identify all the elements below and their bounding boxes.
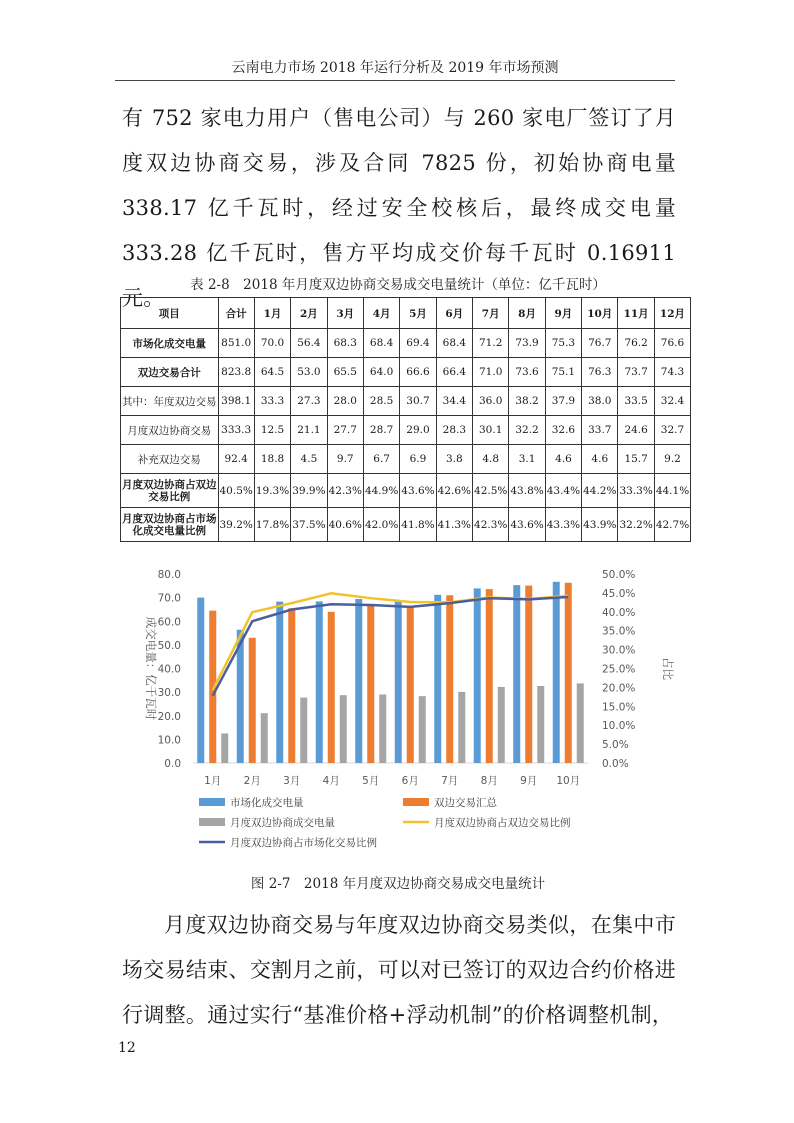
bar-3 <box>261 713 268 763</box>
table-cell: 42.3% <box>327 474 363 508</box>
bar-1 <box>316 601 323 763</box>
legend-swatch <box>199 818 225 826</box>
table-cell: 24.6 <box>618 416 654 445</box>
table-cell: 4.5 <box>291 445 327 474</box>
table-cell: 42.0% <box>363 508 399 542</box>
x-tick-label: 1月 <box>204 775 222 787</box>
y2-tick-label: 40.0% <box>602 606 636 619</box>
header-cell: 4月 <box>363 298 399 329</box>
header-cell: 5月 <box>400 298 436 329</box>
table-cell: 32.6 <box>545 416 581 445</box>
table-cell: 32.7 <box>654 416 690 445</box>
table-cell: 33.5 <box>618 387 654 416</box>
x-tick-label: 4月 <box>322 775 340 787</box>
legend-label: 月度双边协商成交电量 <box>230 817 335 829</box>
header-rule <box>115 80 675 81</box>
table-row <box>121 416 691 445</box>
table-cell: 9.7 <box>327 445 363 474</box>
x-tick-label: 6月 <box>401 775 419 787</box>
table-cell: 76.6 <box>654 329 690 358</box>
table-cell: 42.5% <box>473 474 509 508</box>
table-cell: 18.8 <box>254 445 290 474</box>
y2-tick-label: 35.0% <box>602 625 636 638</box>
y-tick-label: 0.0 <box>164 758 181 770</box>
bar-2 <box>407 606 414 763</box>
table-cell: 44.9% <box>363 474 399 508</box>
bar-1 <box>553 582 560 763</box>
table-cell: 73.7 <box>618 358 654 387</box>
y2-tick-label: 15.0% <box>602 701 636 714</box>
table-cell: 9.2 <box>654 445 690 474</box>
x-tick-label: 2月 <box>243 775 261 787</box>
header-cell: 3月 <box>327 298 363 329</box>
table-cell: 73.6 <box>509 358 545 387</box>
header-cell: 6月 <box>436 298 472 329</box>
table-cell: 76.7 <box>582 329 618 358</box>
table-cell: 36.0 <box>473 387 509 416</box>
table-cell: 68.4 <box>363 329 399 358</box>
y2-axis-title: 占比 <box>661 657 675 680</box>
table-cell: 56.4 <box>291 329 327 358</box>
table-cell: 75.3 <box>545 329 581 358</box>
table-cell: 44.2% <box>582 474 618 508</box>
row-label: 月度双边协商占市场化成交电量比例 <box>121 508 219 542</box>
table-cell: 32.2 <box>509 416 545 445</box>
table-cell: 69.4 <box>400 329 436 358</box>
table-cell: 39.9% <box>291 474 327 508</box>
y-tick-label: 30.0 <box>157 687 181 700</box>
table-cell: 38.0 <box>582 387 618 416</box>
row-label: 月度双边协商占双边交易比例 <box>121 474 219 508</box>
table-cell: 4.6 <box>582 445 618 474</box>
table-cell: 32.2% <box>618 508 654 542</box>
table-cell: 29.0 <box>400 416 436 445</box>
table-cell: 43.9% <box>582 508 618 542</box>
table-cell: 823.8 <box>218 358 254 387</box>
row-label: 补充双边交易 <box>121 445 219 474</box>
table-cell: 333.3 <box>218 416 254 445</box>
bar-2 <box>249 638 256 763</box>
table-cell: 41.3% <box>436 508 472 542</box>
header-cell: 9月 <box>545 298 581 329</box>
y-axis-title: 成交电量：亿千瓦时 <box>144 616 158 721</box>
table-row <box>121 445 691 474</box>
y2-tick-label: 25.0% <box>602 663 636 676</box>
header-cell: 7月 <box>473 298 509 329</box>
bar-2 <box>446 595 453 763</box>
figure-caption: 图 2-7 2018 年月度双边协商交易成交电量统计 <box>250 876 546 892</box>
y2-tick-label: 20.0% <box>602 682 636 695</box>
table-cell: 64.0 <box>363 358 399 387</box>
table-cell: 65.5 <box>327 358 363 387</box>
table-cell: 28.0 <box>327 387 363 416</box>
table-cell: 34.4 <box>436 387 472 416</box>
bar-1 <box>395 601 402 763</box>
table-cell: 43.6% <box>400 474 436 508</box>
page-number: 12 <box>118 1040 136 1056</box>
table-cell: 92.4 <box>218 445 254 474</box>
bar-3 <box>537 686 544 763</box>
table-cell: 37.5% <box>291 508 327 542</box>
table-cell: 68.3 <box>327 329 363 358</box>
legend-swatch <box>403 798 429 806</box>
legend-swatch <box>199 798 225 806</box>
bar-2 <box>525 586 532 763</box>
bar-1 <box>513 585 520 763</box>
y2-tick-label: 5.0% <box>602 739 629 752</box>
header-cell: 10月 <box>582 298 618 329</box>
table-cell: 30.7 <box>400 387 436 416</box>
bar-3 <box>577 683 584 763</box>
table-cell: 4.6 <box>545 445 581 474</box>
stats-table <box>120 297 691 542</box>
bar-1 <box>474 588 481 763</box>
y2-tick-label: 45.0% <box>602 587 636 600</box>
header-cell: 8月 <box>509 298 545 329</box>
row-label: 市场化成交电量 <box>121 329 219 358</box>
table-cell: 44.1% <box>654 474 690 508</box>
table-cell: 75.1 <box>545 358 581 387</box>
y-tick-label: 20.0 <box>157 710 181 723</box>
table-cell: 12.5 <box>254 416 290 445</box>
table-cell: 15.7 <box>618 445 654 474</box>
bar-2 <box>288 608 295 763</box>
bar-3 <box>419 696 426 763</box>
bar-1 <box>197 598 204 763</box>
bar-3 <box>498 687 505 763</box>
bar-2 <box>565 583 572 763</box>
table-cell: 28.7 <box>363 416 399 445</box>
table-cell: 40.6% <box>327 508 363 542</box>
row-label: 双边交易合计 <box>121 358 219 387</box>
y2-tick-label: 30.0% <box>602 644 636 657</box>
bar-1 <box>355 599 362 763</box>
y2-tick-label: 50.0% <box>602 569 636 581</box>
x-tick-label: 9月 <box>520 775 538 787</box>
table-cell: 27.3 <box>291 387 327 416</box>
y-tick-label: 10.0 <box>157 734 181 747</box>
table-cell: 37.9 <box>545 387 581 416</box>
table-cell: 73.9 <box>509 329 545 358</box>
table-cell: 43.3% <box>545 508 581 542</box>
table-cell: 851.0 <box>218 329 254 358</box>
y-tick-label: 40.0 <box>157 663 181 676</box>
table-cell: 71.2 <box>473 329 509 358</box>
bar-3 <box>300 698 307 763</box>
bar-3 <box>221 733 228 763</box>
table-cell: 42.7% <box>654 508 690 542</box>
running-header: 云南电力市场 2018 年运行分析及 2019 年市场预测 <box>231 60 559 76</box>
header-cell: 12月 <box>654 298 690 329</box>
table-cell: 33.3 <box>254 387 290 416</box>
table-cell: 64.5 <box>254 358 290 387</box>
table-cell: 43.4% <box>545 474 581 508</box>
bar-3 <box>340 695 347 763</box>
row-label: 其中：年度双边交易 <box>121 387 219 416</box>
y-tick-label: 80.0 <box>157 569 181 581</box>
table-cell: 66.6 <box>400 358 436 387</box>
table-cell: 32.4 <box>654 387 690 416</box>
table-cell: 6.9 <box>400 445 436 474</box>
bar-2 <box>367 606 374 763</box>
header-cell: 2月 <box>291 298 327 329</box>
table-header-row <box>121 298 691 329</box>
table-cell: 3.1 <box>509 445 545 474</box>
table-cell: 68.4 <box>436 329 472 358</box>
table-cell: 66.4 <box>436 358 472 387</box>
paragraph-1: 有 752 家电力用户（售电公司）与 260 家电厂签订了月度双边协商交易，涉及合同 7825 份，初始协商电量 338.17 亿千瓦时，经过安全校核后，最终成交电量 333.28 亿千瓦时，售方平均成交价每千瓦时 0.16911 元。 <box>122 106 676 310</box>
y-tick-label: 50.0 <box>157 639 181 652</box>
table-cell: 41.8% <box>400 508 436 542</box>
table-cell: 70.0 <box>254 329 290 358</box>
table-cell: 43.8% <box>509 474 545 508</box>
paragraph-2: 月度双边协商交易与年度双边协商交易类似，在集中市场交易结束、交割月之前，可以对已签订的双边合约价格进行调整。通过实行“基准价格+浮动机制”的价格调整机制， <box>122 913 676 1027</box>
table-row <box>121 358 691 387</box>
table-row <box>121 387 691 416</box>
bilateral-trade-chart <box>133 558 678 863</box>
bar-2 <box>486 589 493 763</box>
table-cell: 17.8% <box>254 508 290 542</box>
x-tick-label: 3月 <box>283 775 301 787</box>
legend-label: 月度双边协商占双边交易比例 <box>434 817 571 829</box>
bar-2 <box>328 612 335 763</box>
table-cell: 6.7 <box>363 445 399 474</box>
table-cell: 21.1 <box>291 416 327 445</box>
y-tick-label: 60.0 <box>157 616 181 629</box>
table-cell: 71.0 <box>473 358 509 387</box>
table-cell: 53.0 <box>291 358 327 387</box>
table-cell: 4.8 <box>473 445 509 474</box>
table-row <box>121 329 691 358</box>
y-tick-label: 70.0 <box>157 592 181 605</box>
table-row <box>121 508 691 542</box>
row-label: 月度双边协商交易 <box>121 416 219 445</box>
table-cell: 74.3 <box>654 358 690 387</box>
x-tick-label: 8月 <box>480 775 498 787</box>
table-cell: 27.7 <box>327 416 363 445</box>
bar-1 <box>276 602 283 763</box>
table-cell: 40.5% <box>218 474 254 508</box>
table-cell: 28.3 <box>436 416 472 445</box>
bar-3 <box>458 692 465 763</box>
table-cell: 19.3% <box>254 474 290 508</box>
table-cell: 39.2% <box>218 508 254 542</box>
table-cell: 398.1 <box>218 387 254 416</box>
x-tick-label: 7月 <box>441 775 459 787</box>
bar-3 <box>379 694 386 763</box>
table-cell: 33.7 <box>582 416 618 445</box>
bar-1 <box>434 595 441 763</box>
table-row <box>121 474 691 508</box>
table-cell: 30.1 <box>473 416 509 445</box>
table-cell: 42.6% <box>436 474 472 508</box>
table-cell: 3.8 <box>436 445 472 474</box>
header-cell: 合计 <box>218 298 254 329</box>
x-tick-label: 10月 <box>556 775 581 787</box>
header-cell: 项目 <box>121 298 219 329</box>
x-tick-label: 5月 <box>362 775 380 787</box>
header-cell: 1月 <box>254 298 290 329</box>
legend-label: 市场化成交电量 <box>230 797 304 809</box>
table-caption: 表 2-8 2018 年月度双边协商交易成交电量统计（单位：亿千瓦时） <box>190 277 606 293</box>
table-cell: 33.3% <box>618 474 654 508</box>
table-cell: 42.3% <box>473 508 509 542</box>
table-cell: 38.2 <box>509 387 545 416</box>
table-cell: 76.3 <box>582 358 618 387</box>
legend-label: 双边交易汇总 <box>434 797 497 809</box>
legend-label: 月度双边协商占市场化交易比例 <box>230 837 377 849</box>
table-cell: 28.5 <box>363 387 399 416</box>
y2-tick-label: 10.0% <box>602 720 636 733</box>
table-cell: 43.6% <box>509 508 545 542</box>
table-cell: 76.2 <box>618 329 654 358</box>
y2-tick-label: 0.0% <box>602 758 629 770</box>
header-cell: 11月 <box>618 298 654 329</box>
